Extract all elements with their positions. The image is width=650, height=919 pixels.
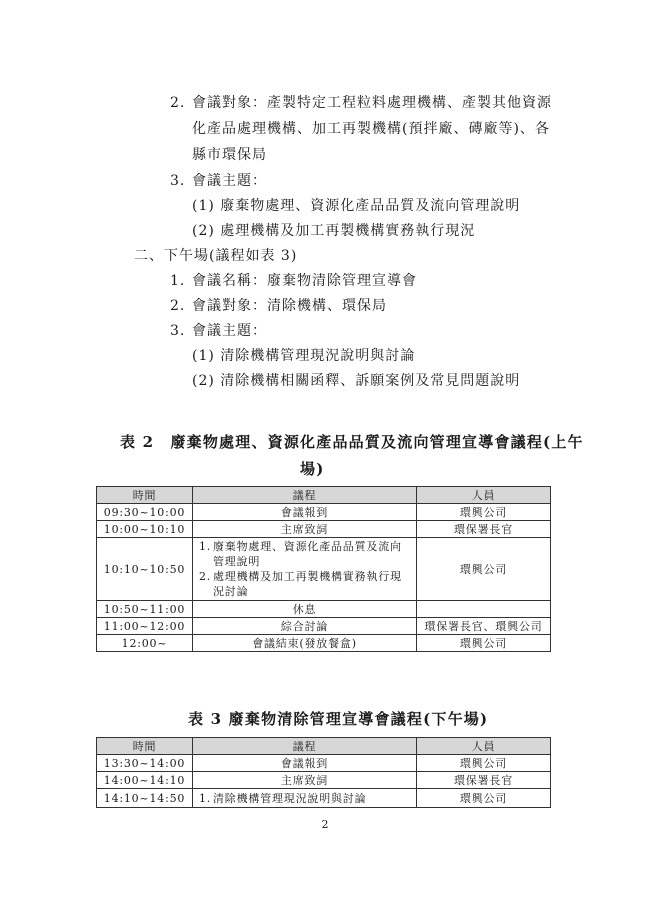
header-time: 時間	[97, 487, 193, 504]
agenda-table-morning	[96, 486, 551, 652]
table-header-row	[97, 487, 551, 504]
line-number: 2.	[170, 95, 186, 111]
cell-time: 09:30~10:00	[97, 504, 193, 521]
cell-time: 14:10~14:50	[97, 789, 193, 808]
item-number: 1.	[199, 791, 212, 805]
table-row	[97, 521, 551, 538]
line-text: 會議主題：	[192, 323, 267, 339]
body-line	[170, 272, 417, 290]
item-number: 1.	[199, 540, 212, 553]
item-text: 處理機構及加工再製機構實務執行現況討論	[213, 570, 402, 598]
table-row	[97, 504, 551, 521]
cell-person: 環興公司	[417, 504, 551, 521]
cell-person: 環保署長官	[417, 772, 551, 789]
line-text: 二、下午場(議程如表 3)	[134, 248, 298, 264]
line-text: 化產品處理機構、加工再製機構(預拌廠、磚廠等)、各	[192, 121, 550, 137]
agenda-item	[199, 539, 412, 569]
cell-agenda: 會議結束(發放餐盒)	[193, 635, 417, 652]
item-text: 清除機構管理現況說明與討論	[213, 791, 367, 805]
table-row	[97, 755, 551, 772]
table2-caption-line2: 場)	[300, 460, 325, 478]
cell-person: 環興公司	[417, 538, 551, 601]
line-number: 3.	[170, 173, 186, 189]
line-text: 會議名稱：廢棄物清除管理宣導會	[192, 273, 417, 289]
cell-time: 11:00~12:00	[97, 618, 193, 635]
agenda-item	[199, 791, 412, 806]
cell-person: 環興公司	[417, 635, 551, 652]
body-line	[170, 94, 552, 112]
header-person: 人員	[417, 487, 551, 504]
table-row	[97, 538, 551, 601]
cell-time: 10:00~10:10	[97, 521, 193, 538]
cell-agenda	[193, 538, 417, 601]
cell-person: 環興公司	[417, 755, 551, 772]
cell-time: 14:00~14:10	[97, 772, 193, 789]
header-agenda: 議程	[193, 738, 417, 755]
table-row	[97, 789, 551, 808]
table-row	[97, 772, 551, 789]
line-number: 3.	[170, 323, 186, 339]
table-header-row	[97, 738, 551, 755]
line-text: 縣市環保局	[192, 147, 267, 163]
cell-time: 13:30~14:00	[97, 755, 193, 772]
cell-time: 12:00~	[97, 635, 193, 652]
cell-agenda: 綜合討論	[193, 618, 417, 635]
table2-caption-line1: 表 2 廢棄物處理、資源化產品品質及流向管理宣導會議程(上午	[120, 433, 584, 451]
line-text: 會議對象：清除機構、環保局	[192, 298, 387, 314]
body-line	[192, 120, 550, 138]
line-number: 1.	[170, 273, 186, 289]
agenda-table-afternoon	[96, 737, 551, 808]
cell-agenda: 主席致詞	[193, 521, 417, 538]
section-heading	[134, 247, 297, 265]
table-row	[97, 618, 551, 635]
header-time: 時間	[97, 738, 193, 755]
cell-agenda: 休息	[193, 601, 417, 618]
cell-person: 環保署長官	[417, 521, 551, 538]
header-agenda: 議程	[193, 487, 417, 504]
cell-agenda: 會議報到	[193, 755, 417, 772]
table3-caption: 表 3 廢棄物清除管理宣導會議程(下午場)	[188, 710, 489, 728]
cell-person: 環興公司	[417, 789, 551, 808]
line-number: 2.	[170, 298, 186, 314]
header-person: 人員	[417, 738, 551, 755]
line-text: (1) 廢棄物處理、資源化產品品質及流向管理說明	[192, 198, 521, 214]
page-number: 2	[321, 818, 329, 831]
cell-time: 10:10~10:50	[97, 538, 193, 601]
cell-person: 環保署長官、環興公司	[417, 618, 551, 635]
cell-agenda: 主席致詞	[193, 772, 417, 789]
agenda-item	[199, 569, 412, 599]
body-line	[192, 347, 415, 365]
body-line	[192, 372, 520, 390]
body-line	[192, 197, 520, 215]
line-text: (1) 清除機構管理現況說明與討論	[192, 348, 416, 364]
item-text: 廢棄物處理、資源化產品品質及流向管理說明	[213, 540, 402, 568]
body-line	[192, 222, 475, 240]
line-text: (2) 清除機構相關函釋、訴願案例及常見問題說明	[192, 373, 521, 389]
cell-person	[417, 601, 551, 618]
table-row	[97, 635, 551, 652]
cell-agenda: 會議報到	[193, 504, 417, 521]
line-text: 會議對象：產製特定工程粒料處理機構、產製其他資源	[192, 95, 552, 111]
line-text: 會議主題：	[192, 173, 267, 189]
body-line	[170, 322, 267, 340]
table-row	[97, 601, 551, 618]
cell-agenda	[193, 789, 417, 808]
line-text: (2) 處理機構及加工再製機構實務執行現況	[192, 223, 476, 239]
body-line	[192, 146, 267, 164]
body-line	[170, 172, 267, 190]
item-number: 2.	[199, 570, 212, 583]
cell-time: 10:50~11:00	[97, 601, 193, 618]
body-line	[170, 297, 387, 315]
